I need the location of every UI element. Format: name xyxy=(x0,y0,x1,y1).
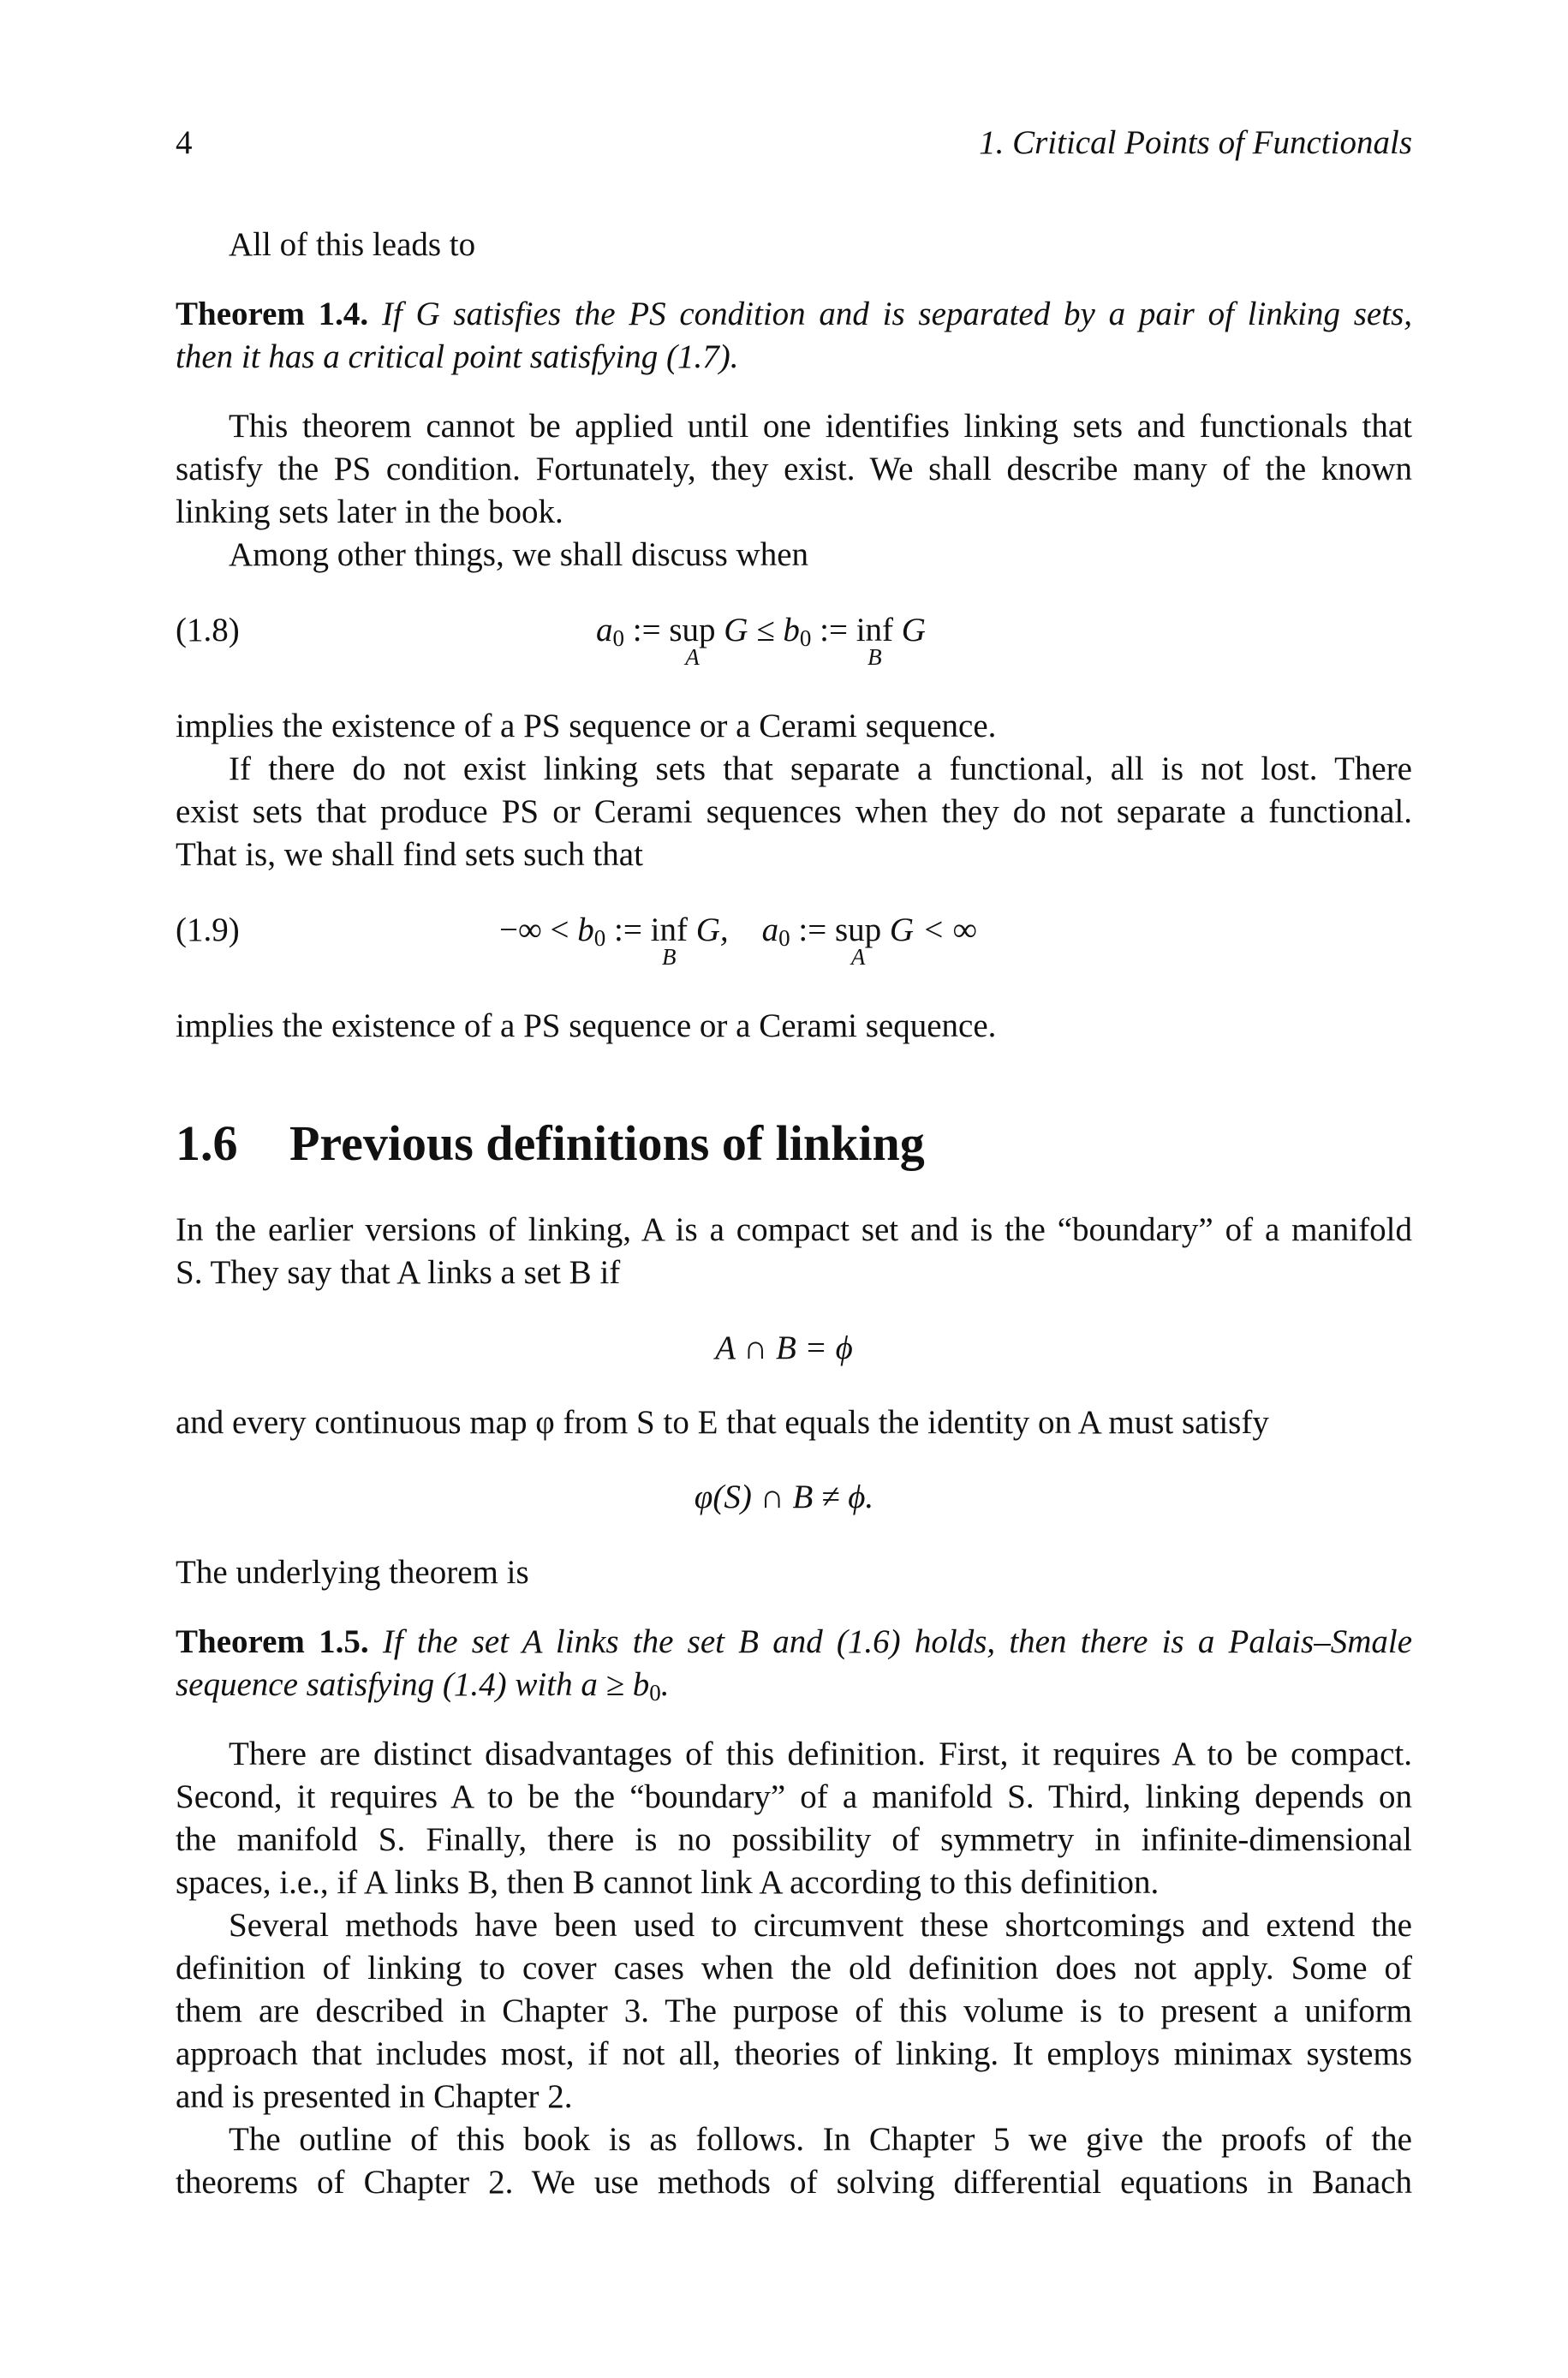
para-line: There are distinct disadvantages of this definition. First, it requires A to be compact. xyxy=(229,1736,1412,1772)
eq-operator: := xyxy=(811,612,856,648)
eq-operator: sup xyxy=(669,612,716,648)
display-equation: A ∩ B = ϕ xyxy=(715,1329,853,1366)
para-line: The outline of this book is as follows. In Chapter 5 we give the proofs of the xyxy=(229,2121,1412,2158)
eq-subscript: B xyxy=(662,944,677,970)
theorem-1-4-line-2: then it has a critical point satisfying (1.7). xyxy=(176,338,739,375)
eq-subscript: 0 xyxy=(799,625,812,651)
para-line: satisfy the PS condition. Fortunately, they exist. We shall describe many of the known xyxy=(176,451,1412,487)
section-heading xyxy=(176,1114,925,1174)
eq-symbol: a xyxy=(761,911,779,948)
eq-subscript: 0 xyxy=(778,925,790,951)
eq-symbol: G xyxy=(893,612,926,648)
inf-operator xyxy=(856,610,894,670)
theorem-label: Theorem 1.4. xyxy=(176,296,369,332)
para-line: If there do not exist linking sets that separate a functional, all is not lost. There xyxy=(229,750,1412,787)
eq-subscript: 0 xyxy=(593,925,606,951)
eq-symbol: b xyxy=(783,612,800,648)
para-line: The underlying theorem is xyxy=(176,1554,529,1591)
theorem-1-5-line-1 xyxy=(176,1622,1412,1663)
theorem-text: If the set A links the set B and (1.6) holds, then there is a Palais–Smale xyxy=(382,1623,1413,1660)
equation-1-9 xyxy=(499,910,977,970)
eq-symbol: a xyxy=(596,612,613,648)
equation-number: (1.8) xyxy=(176,612,240,648)
intro-text: All of this leads to xyxy=(229,226,476,263)
theorem-text: . xyxy=(660,1666,670,1703)
display-equation: φ(S) ∩ B ≠ ϕ. xyxy=(694,1479,874,1515)
para-line: This theorem cannot be applied until one identifies linking sets and functionals that xyxy=(229,408,1412,445)
page-number: 4 xyxy=(176,124,193,161)
para-line: linking sets later in the book. xyxy=(176,493,563,530)
eq-symbol: G, xyxy=(687,911,762,948)
eq-operator: inf xyxy=(650,911,688,948)
para-line: them are described in Chapter 3. The purpose of this volume is to present a uniform xyxy=(176,1993,1412,2029)
para-line: Second, it requires A to be the “boundary” of a manifold S. Third, linking depends on xyxy=(176,1778,1412,1815)
equation-1-8 xyxy=(596,610,926,670)
theorem-label: Theorem 1.5. xyxy=(176,1623,369,1660)
theorem-1-5-line-2 xyxy=(176,1664,670,1713)
sup-operator xyxy=(834,910,882,970)
para-line: implies the existence of a PS sequence or a Cerami sequence. xyxy=(176,1007,997,1044)
eq-symbol: G < ∞ xyxy=(881,911,977,948)
eq-operator: inf xyxy=(856,612,894,648)
running-title: 1. Critical Points of Functionals xyxy=(979,124,1412,161)
sup-operator xyxy=(669,610,716,670)
eq-subscript: B xyxy=(867,644,882,670)
para-line: the manifold S. Finally, there is no possibility of symmetry in infinite-dimensional xyxy=(176,1821,1412,1858)
eq-symbol: G ≤ xyxy=(715,612,784,648)
para-line: That is, we shall find sets such that xyxy=(176,836,643,873)
para-line: theorems of Chapter 2. We use methods of solving differential equations in Banach xyxy=(176,2164,1412,2201)
para-line: Several methods have been used to circumvent these shortcomings and extend the xyxy=(229,1907,1412,1944)
eq-operator: := xyxy=(624,612,670,648)
para-line: approach that includes most, if not all, theories of linking. It employs minimax systems xyxy=(176,2035,1412,2072)
para-line: implies the existence of a PS sequence or a Cerami sequence. xyxy=(176,708,997,744)
para-line: spaces, i.e., if A links B, then B cannot link A according to this definition. xyxy=(176,1864,1160,1901)
para-line: exist sets that produce PS or Cerami sequences when they do not separate a functional. xyxy=(176,793,1412,830)
eq-subscript: A xyxy=(850,944,866,970)
para-line: and every continuous map φ from S to E that equals the identity on A must satisfy xyxy=(176,1404,1269,1441)
eq-operator: −∞ < xyxy=(499,911,578,948)
section-title: Previous definitions of linking xyxy=(289,1115,925,1171)
eq-symbol: b xyxy=(577,911,594,948)
eq-subscript: 0 xyxy=(612,625,624,651)
para-line: and is presented in Chapter 2. xyxy=(176,2078,573,2115)
equation-number: (1.9) xyxy=(176,911,240,948)
theorem-text: If G satisfies the PS condition and is separated by a pair of linking sets, xyxy=(381,296,1412,332)
inf-operator xyxy=(650,910,688,970)
eq-operator: := xyxy=(605,911,651,948)
eq-subscript: A xyxy=(685,644,700,670)
eq-operator: sup xyxy=(834,911,882,948)
theorem-1-4-line-1 xyxy=(176,294,1412,335)
para-line: In the earlier versions of linking, A is a compact set and is the “boundary” of a manifold xyxy=(176,1211,1412,1248)
section-number: 1.6 xyxy=(176,1115,238,1171)
theorem-text: sequence satisfying (1.4) with a ≥ b xyxy=(176,1666,650,1703)
para-line: S. They say that A links a set B if xyxy=(176,1254,621,1291)
para-line: Among other things, we shall discuss when xyxy=(229,536,809,573)
eq-operator: := xyxy=(790,911,835,948)
eq-subscript: 0 xyxy=(649,1680,661,1706)
para-line: definition of linking to cover cases when the old definition does not apply. Some of xyxy=(176,1950,1412,1987)
